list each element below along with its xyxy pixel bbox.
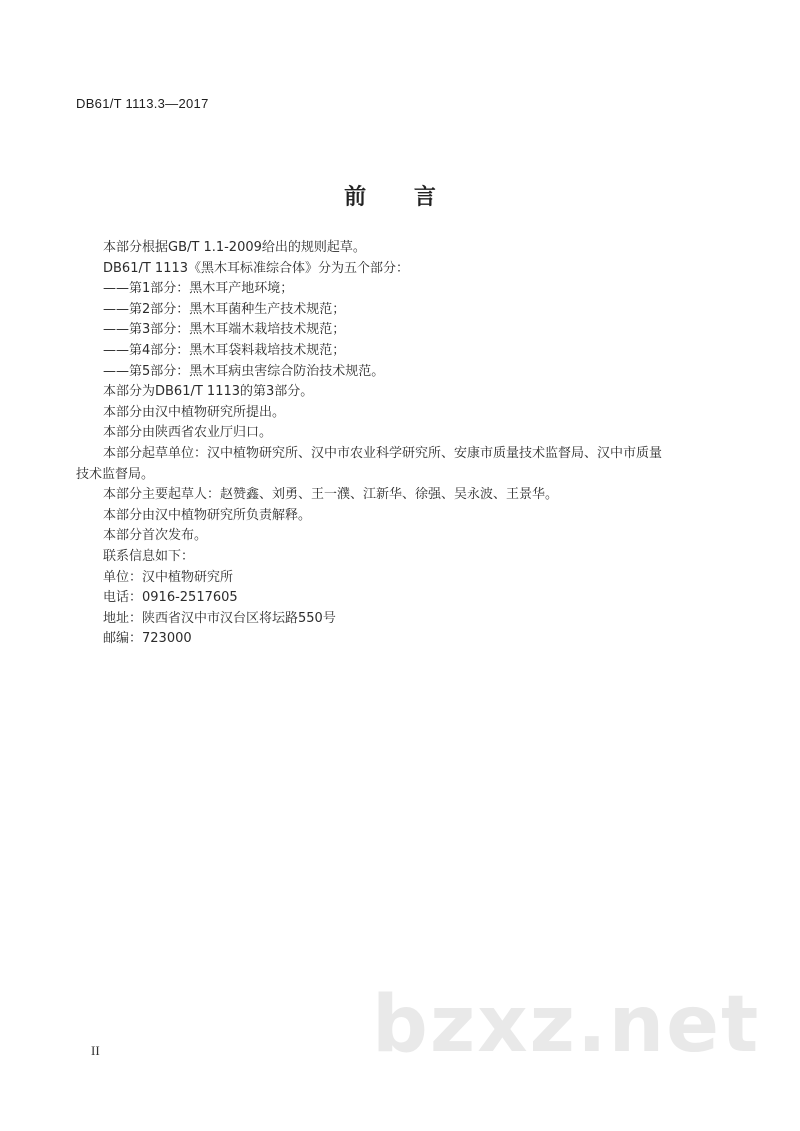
paragraph: DB61/T 1113《黑木耳标准综合体》分为五个部分： xyxy=(103,260,410,276)
paragraph: 本部分为DB61/T 1113的第3部分。 xyxy=(103,384,314,400)
list-item: ——第2部分：黑木耳菌种生产技术规范； xyxy=(103,301,346,317)
paragraph-continuation: 技术监督局。 xyxy=(76,466,155,482)
paragraph: 本部分根据GB/T 1.1-2009给出的规则起草。 xyxy=(103,240,366,255)
document-code: DB61/T 1113.3—2017 xyxy=(76,96,209,111)
foreword-body xyxy=(76,238,724,650)
list-item: ——第5部分：黑木耳病虫害综合防治技术规范。 xyxy=(103,363,385,379)
page-number: II xyxy=(91,1043,100,1058)
contact-line: 电话：0916-2517605 xyxy=(103,590,238,606)
contact-line: 单位：汉中植物研究所 xyxy=(103,569,234,585)
contact-line: 地址：陕西省汉中市汉台区将坛路550号 xyxy=(103,610,336,626)
list-item: ——第3部分：黑木耳端木栽培技术规范； xyxy=(103,322,346,338)
paragraph: 本部分主要起草人：赵赞鑫、刘勇、王一濮、江新华、徐强、吴永波、王景华。 xyxy=(103,487,559,503)
paragraph: 本部分由汉中植物研究所提出。 xyxy=(103,404,286,420)
contact-line: 邮编：723000 xyxy=(103,631,192,647)
list-item: ——第4部分：黑木耳袋料栽培技术规范； xyxy=(103,342,346,358)
paragraph: 联系信息如下： xyxy=(103,548,195,564)
paragraph: 本部分首次发布。 xyxy=(103,528,208,544)
list-item: ——第1部分：黑木耳产地环境； xyxy=(103,281,294,297)
paragraph: 本部分由汉中植物研究所负责解释。 xyxy=(103,507,312,523)
page-title: 前 言 xyxy=(344,185,456,210)
watermark: bzxz.net xyxy=(372,980,761,1070)
paragraph: 本部分起草单位：汉中植物研究所、汉中市农业科学研究所、安康市质量技术监督局、汉中市质量 xyxy=(103,445,663,461)
paragraph: 本部分由陕西省农业厅归口。 xyxy=(103,425,273,441)
